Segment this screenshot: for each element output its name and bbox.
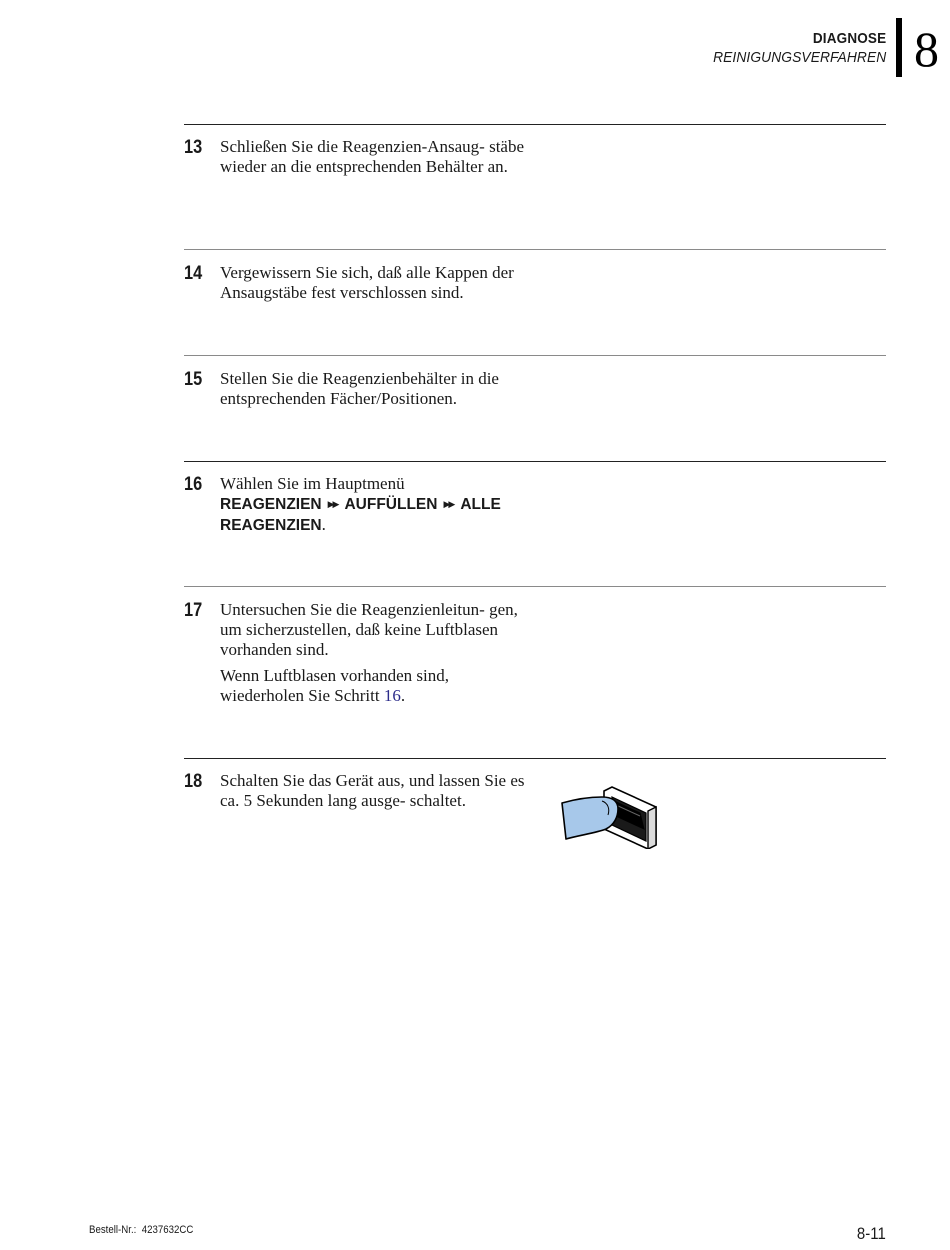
step-divider: [184, 355, 886, 356]
step-punctuation: .: [400, 686, 406, 705]
step-number: 16: [184, 474, 203, 495]
menu-path-alle-reagenzien: ALLE REAGENZIEN: [220, 496, 501, 534]
step-text: [220, 369, 530, 415]
menu-path-reagenzien: REAGENZIEN: [220, 496, 322, 513]
step-paragraph: Schalten Sie das Gerät aus, und lassen Sie es ca. 5 Sekunden lang ausge- schaltet.: [220, 771, 525, 810]
step-paragraph: Schließen Sie die Reagenzien-Ansaug- stäbe wieder an die entsprechenden Behälter an.: [220, 137, 525, 176]
section-title: REINIGUNGSVERFAHREN: [712, 49, 886, 66]
menu-arrow-icon: ▶▶: [443, 500, 454, 510]
step-punctuation: .: [321, 515, 326, 534]
power-switch-hand-icon: [560, 783, 660, 849]
step-paragraph: Untersuchen Sie die Reagenzienleitun- gen, um sicherzustellen, daß keine Luftblasen vorhanden sind.: [220, 600, 518, 659]
chapter-tab-bar: [896, 18, 902, 77]
order-number: 4237632CC: [141, 1224, 194, 1236]
section-rule: [184, 758, 886, 759]
step-text: [220, 771, 530, 817]
order-number-label: [89, 1224, 193, 1236]
step-number: 18: [184, 771, 203, 792]
step-paragraph: Vergewissern Sie sich, daß alle Kappen der Ansaugstäbe fest verschlossen sind.: [220, 263, 514, 302]
step-text: [220, 600, 530, 712]
step-divider: [184, 249, 886, 250]
step-divider: [184, 586, 886, 587]
followup-text: Wenn Luftblasen vorhanden sind, wiederholen Sie Schritt: [220, 666, 450, 705]
step-number: 17: [184, 600, 203, 621]
step-text: [220, 263, 530, 309]
running-header: [698, 30, 886, 68]
step-number: 14: [184, 263, 203, 284]
chapter-number: 8: [914, 21, 939, 77]
menu-arrow-icon: ▶▶: [327, 500, 338, 510]
step-text: [220, 137, 530, 183]
page-number: 8-11: [857, 1224, 886, 1243]
step-intro: Wählen Sie im Hauptmenü: [220, 474, 405, 493]
chapter-title: DIAGNOSE: [812, 30, 886, 47]
step-paragraph: Stellen Sie die Reagenzienbehälter in die entsprechenden Fächer/Positionen.: [220, 369, 499, 408]
step-paragraph-followup: [220, 666, 530, 706]
order-label: Bestell-Nr.:: [89, 1224, 137, 1236]
section-rule: [184, 461, 886, 462]
step-number: 15: [184, 369, 203, 390]
step-16-link[interactable]: 16: [383, 686, 401, 705]
menu-path-auffuellen: AUFFÜLLEN: [344, 496, 438, 513]
step-number: 13: [184, 137, 203, 158]
section-rule: [184, 124, 886, 125]
step-text: [220, 474, 530, 536]
